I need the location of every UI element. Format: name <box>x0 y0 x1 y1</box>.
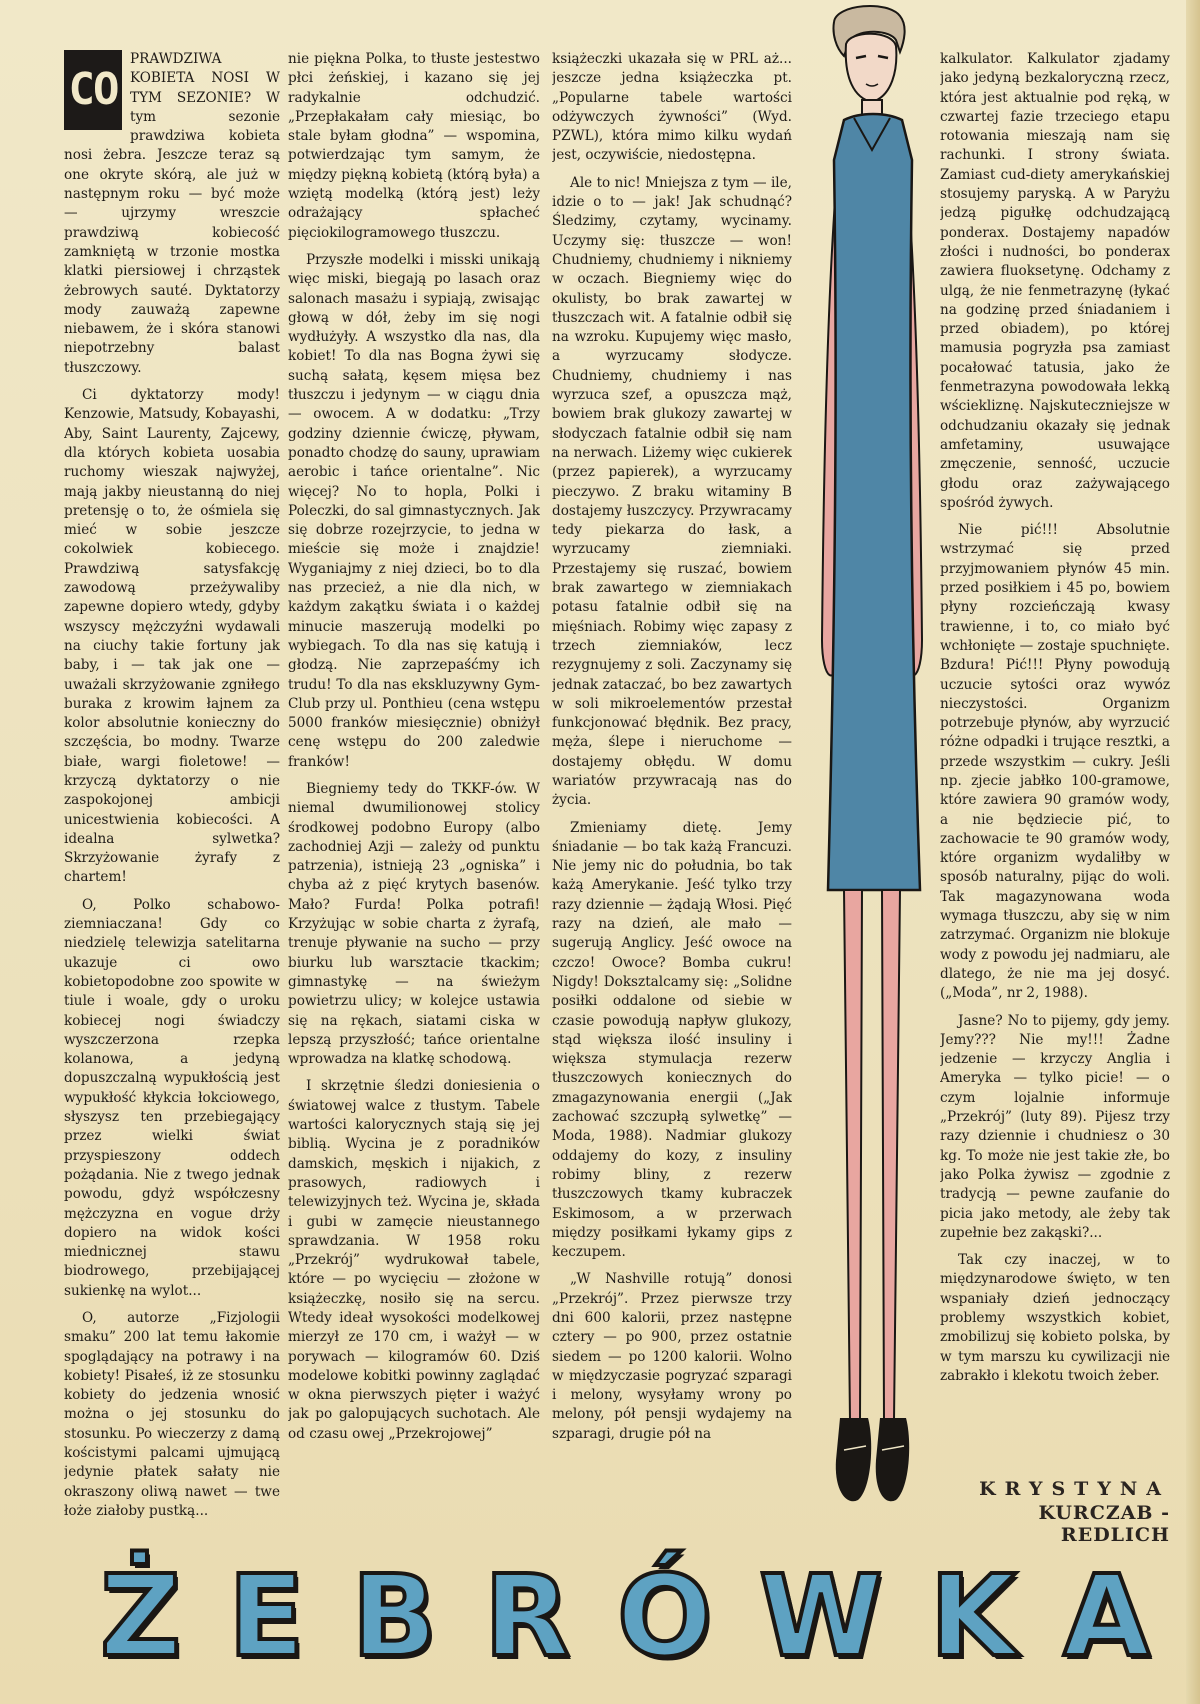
author-last-name: KURCZAB - REDLICH <box>1038 1502 1170 1546</box>
author-byline <box>944 1478 1170 1546</box>
paragraph: Ale to nic! Mniejsza z tym — ile, idzie o to — jak! Jak schudnąć? Śledzimy, czytamy, wycinamy. Uczymy się: tłuszcze — won! Chudniemy, chudniemy i nikniemy w oczach. Biegniemy więc do okulisty, bo brak zawartej w tłuszczach wit. A fatalnie odbił się na wzroku. Kupujemy więc masło, a wyrzucamy słodycze. Chudniemy, chudniemy i nas wyrzuca szef, a opuszcza mąż, bowiem brak glukozy zawartej w słodyczach fatalnie odbił się nam na nerwach. Liżemy więc cukierek (przez papierek), a wyrzucamy pieczywo. Z braku witaminy B dostajemy łuszczycy. Przywracamy tedy piekarza do łask, a wyrzucamy ziemniaki. Przestajemy się ruszać, bowiem brak zawartego w ziemniakach potasu fatalnie odbił się na mięśniach. Robimy więc zapasy z trzech ziemniaków, lecz rezygnujemy z soli. Zaczynamy się jednak zataczać, bo bez zawartych w soli mikroelementów przestał funkcjonować błędnik. Bez pracy, męża, ślepe i nieruchome — dostajemy obłędu. W domu wariatów przywracają nas do życia. <box>552 174 792 809</box>
paragraph: „W Nashville rotują” donosi „Przekrój”. Przez pierwsze trzy dni 600 kalorii, przez następne cztery — po 900, przez ostatnie siedem — po 1200 kalorii. Wolno w międzyczasie pogryzać szparagi i melony, wysyłamy wrony po melony, pół pensji wydajemy na szparagi, drugie pół na <box>552 1271 792 1442</box>
paragraph: kalkulator. Kalkulator zjadamy jako jedyną bezkaloryczną rzecz, która jest aktualnie pod ręką, w czwartej fazie trzeciego etapu rotowania mieszają nam się rachunki. I strony świata. Zamiast cud-diety amerykańskiej stosujemy paryską. A w Paryżu jedzą pigułkę odchudzającą ponderax. Dostajemy napadów złości i nudności, bo ponderax zawiera fluoksetynę. Odchamy z ulgą, że nie fenmetrazynę (łykać na godzinę przed śniadaniem i przed obiadem), po której mamusia pogryzła psa zamiast pocałować tatusia, jako że fenmetrazyna powodowała lekką wściekliznę. Najskuteczniejsze w odchudzaniu okazały się jednak amfetaminy, usuwające zmęczenie, senność, uczucie głodu oraz zażywającego spośród żywych. <box>940 51 1170 511</box>
headline-zebrowka <box>100 1552 1150 1682</box>
column-1 <box>64 50 280 1520</box>
paragraph: I skrzętnie śledzi doniesienia o światowej walce z tłustym. Tabele wartości kalorycznych stają się jej biblią. Wycina je z poradników damskich, męskich i nijakich, z prasowych, radiowych i telewizyjnych też. Wycina je, składa i gubi w zamęcie nieustannego sprawdzania. W 1958 roku „Przekrój” wydrukował tabele, które — po wycięciu — złożone w książeczkę, nosiło się na sercu. Wtedy ideał wysokości modelkowej mierzył ze 170 cm, i ważył — w porywach — kilogramów 60. Dziś modelowe kobitki powinny zaglądać w okna pierwszych pięter i ważyć jak po galopujących suchotach. Ale od czasu owej „Przekrojowej” <box>288 1078 540 1442</box>
headline-letter: R <box>483 1552 571 1682</box>
paragraph: Ci dyktatorzy mody! Kenzowie, Matsudy, Kobayashi, Aby, Saint Laurenty, Zajcewy, dla których kobieta uosabia ruchomy wieszak najwyżej, mają jakby nieustanną do niej pretensję o to, że ośmiela się mieć w sobie jeszcze cokolwiek kobiecego. Prawdziwą satysfakcję zawodową przeżywaliby zapewne dopiero wtedy, gdyby wszyscy mężczyźni wydawali na ciuchy takie fortuny jak baby, i — tak jak one — uważali skrzyżowanie zgniłego buraka z krowim łajnem za kolor absolutnie konieczny do szczęścia, bo modny. Twarze białe, wargi fioletowe! — krzyczą dyktatorzy o nie zaspokojonej ambicji unicestwienia kobiecości. A idealna sylwetka? Skrzyżowanie żyrafy z chartem! <box>64 387 280 886</box>
figure-left-shoe <box>836 1418 871 1501</box>
paragraph: Tak czy inaczej, w to międzynarodowe święto, w ten wspaniały dzień jednoczący problemy wszystkich kobiet, zmobilizuj się kobieto polska, by w tym marszu ku cywilizacji nie zabrakło i klekotu twoich żeber. <box>940 1252 1170 1384</box>
figure-right-leg <box>882 890 900 1420</box>
paragraph: Biegniemy tedy do TKKF-ów. W niemal dwumilionowej stolicy środkowej podobno Europy (albo zachodniej Azji — zależy od punktu patrzenia), istnieją 23 „ogniska” i chyba aż z pięć krytych basenów. Mało? Furda! Polka potrafi! Krzyżując w sobie charta z żyrafą, trenuje pływanie na sucho — przy biurku lub warsztacie tkackim; gimnastykę — na świeżym powietrzu ulicy; w kolejce ustawia się na rękach, siatami ciska w lepszą przyszłość; tańce orientalne wprowadza na klatkę schodową. <box>288 780 540 1068</box>
paragraph: O, Polko schabowo-ziemniaczana! Gdy co niedzielę telewizja satelitarna ukazuje ci owo kobietopodobne zoo spowite w tiule i woale, gdy o uroku kobiecej nogi świadczy wyszczerzona rzepka kolanowa, a jedyną dopuszczalną wypukłością jest wypukłość kłykcia łokciowego, słyszysz ten przebiegający przez wielki świat przyspieszony oddech pożądania. Nie z twego jednak powodu, gdyż współczesny mężczyzna en vogue drży dopiero na widok kości miednicznej stawu biodrowego, przebijającej sukienkę na wylot... <box>64 896 280 1299</box>
headline-letter: B <box>351 1552 437 1682</box>
headline-letter: K <box>929 1552 1017 1682</box>
paragraph: Przyszłe modelki i misski unikają więc miski, biegają po lasach oraz salonach masażu i sypiają, zwisając głową w dół, żeby im się nogi wydłużyły. A wszystko dla nas, dla kobiet! To dla nas Bogna żywi się suchą sałatą, kęsem mięsa bez tłuszczu i jedynym — w ciągu dnia — owocem. A w dodatku: „Trzy godziny dziennie ćwiczę, pływam, ponadto chodzę do sauny, uprawiam aerobic i tańce orientalne”. Nic więcej? No to hopla, Polki i Poleczki, do sal gimnastycznych. Jak się dobrze rozejrzycie, to jedna w mieście się może i znajdzie! Wyganiajmy z niej dzieci, bo to dla nas przecież, a nie dla nich, w każdym zakątku świata i o każdej minucie maszerują modelki po wybiegach. To dla nas się katują i głodzą. Nie zaprzepaśćmy ich trudu! To dla nas ekskluzywny Gym-Club przy ul. Ponthieu (cena wstępu 5000 franków miesięcznie) obniżył cenę wstępu do 200 zaledwie franków! <box>288 251 540 770</box>
paragraph: nie piękna Polka, to tłuste jestestwo płci żeńskiej, i kazano się jej radykalnie odchudzić. „Przepłakałam cały miesiąc, bo stale byłam głodna” — wspomina, potwierdzając tym samym, że między piękną kobietą (którą była) a wziętą modelką (którą jest) leży odrażający spłacheć pięciokilogramowego tłuszczu. <box>288 51 540 241</box>
paragraph: Nie pić!!! Absolutnie wstrzymać się przed przyjmowaniem płynów 45 min. przed posiłkiem i 45 po, bowiem płyny rozcieńczają kwasy trawienne, i to, co miało być wchłonięte — zostaje spuchnięte. Bzdura! Pić!!! Płyny powodują uczucie sytości oraz wywóz nieczystości. Organizm potrzebuje płynów, aby wyrzucić różne odpadki i trujące resztki, a przede wszystkim — cukry. Jeśli np. zjecie jabłko 100-gramowe, które zawiera 90 gramów wody, a nie będziecie pić, to zachowacie te 90 gramów wody, które organizm wydaliłby w sposób naturalny, pijąc do woli. Tak magazynowana woda wymaga tłuszczu, aby się w nim zatrzymać. Organizm nie blokuje wody z powodu jej nadmiaru, ale dlatego, że nie ma jej dosyć. („Moda”, nr 2, 1988). <box>940 522 1170 1002</box>
paragraph: O, autorze „Fizjologii smaku” 200 lat temu łakomie spoglądający na potrawy i na kobiety! Pisałeś, iż ze stosunku kobiety do jedzenia wnosić można o jej stosunku do stosunku. Po wieczerzy z damą kościstymi palcami ujmującą jedynie płatek sałaty nie okraszony oliwą nawet — twe łoże ziałoby pustką... <box>64 1310 280 1519</box>
column-4 <box>940 50 1170 1468</box>
figure-left-leg <box>844 890 862 1420</box>
figure-face <box>846 34 897 102</box>
headline-letter: W <box>759 1552 883 1682</box>
figure-dress <box>828 114 920 890</box>
dropcap-co: CO <box>64 50 122 130</box>
author-first-name: KRYSTYNA <box>979 1478 1170 1500</box>
paragraph: PRAWDZIWA KOBIETA NOSI W TYM SEZONIE? W tym sezonie prawdziwa kobieta nosi żebra. Jeszcze teraz są one okryte skórą, ale już w następnym roku — być może — ujrzymy wreszcie prawdziwą kobiecość zamkniętą w trzonie mostka klatki piersiowej i chrząstek żebrowych sauté. Dyktatorzy mody zauważą zapewne niebawem, że i skóra stanowi niepotrzebny balast tłuszczowy. <box>64 51 280 376</box>
column-2 <box>288 50 540 1520</box>
headline-letter: A <box>1063 1552 1150 1682</box>
paragraph: Jasne? No to pijemy, gdy jemy. Jemy??? Nie my!!! Żadne jedzenie — krzyczy Anglia i Ameryka — tylko picie! — o czym lojalnie informuje „Przekrój” (luty 89). Pijesz trzy razy dziennie i chudniesz o 30 kg. To może nie jest takie złe, bo jako Polka żywisz — zgodnie z tradycją — pewne zaufanie do picia jako metody, ale żeby tak zupełnie bez zakąski?... <box>940 1012 1170 1241</box>
thin-woman-illustration <box>800 0 950 1540</box>
column-3 <box>552 50 792 1520</box>
headline-letter: E <box>228 1552 305 1682</box>
headline-letter: Ó <box>616 1552 713 1682</box>
paragraph: książeczki ukazała się w PRL aż... jeszcze jedna książeczka pt. „Popularne tabele wartości odżywczych żywności” (Wyd. PZWL), która mimo kilku wydań jest, oczywiście, niedostępna. <box>552 51 792 164</box>
figure-right-shoe <box>876 1418 909 1501</box>
paper-edge <box>1186 0 1200 1704</box>
paragraph: Zmieniamy dietę. Jemy śniadanie — bo tak każą Francuzi. Nie jemy nic do południa, bo tak każą Amerykanie. Jeść tylko trzy razy dziennie — żądają Włosi. Pięć razy na dzień, ale mało — sugerują Anglicy. Jeść owoce na czczo! Owoce? Bomba cukru! Nigdy! Doksztalcamy się: „Solidne posiłki oddalone od siebie w czasie powodują napływ glukozy, stąd większa ilość insuliny i większa stymulacja rezerw tłuszczowych koniecznych do zmagazynowania energii („Jak zachować szczupłą sylwetkę” — Moda, 1988). Nadmiar glukozy oddajemy do kozy, z insuliny robimy bliny, z rezerw tłuszczowych tkamy kubraczek Eskimosom, a w przerwach między posiłkami łykamy gips z keczupem. <box>552 819 792 1261</box>
headline-letter: Ż <box>100 1552 182 1682</box>
